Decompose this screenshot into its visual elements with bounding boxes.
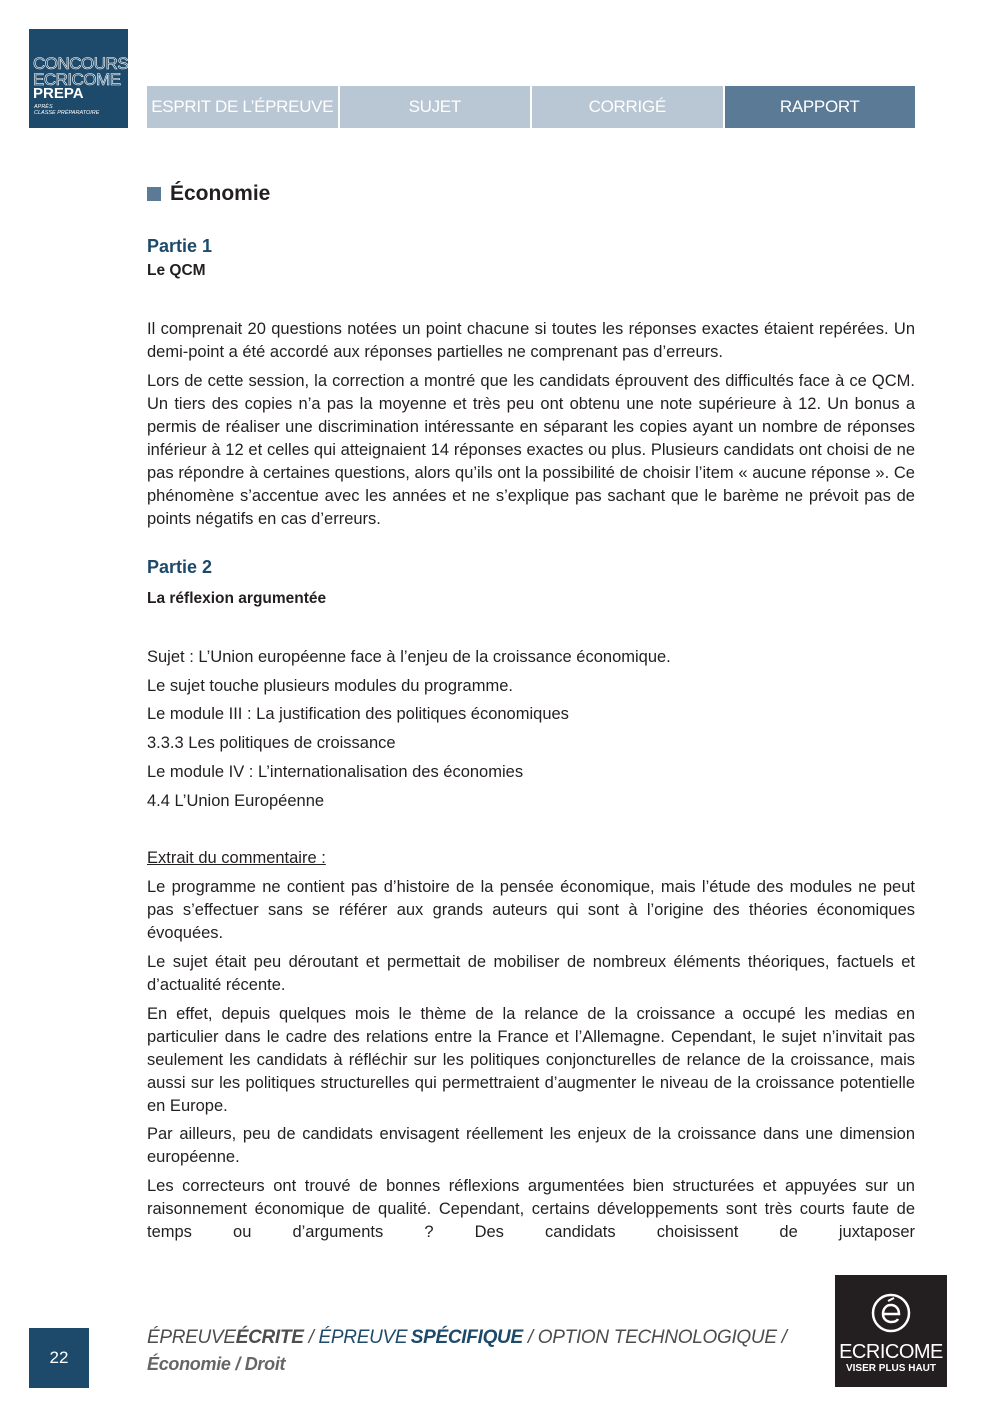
part2-line-44: 4.4 L’Union Européenne bbox=[147, 792, 325, 810]
logo-line-ecricome: ECRICOME bbox=[33, 70, 121, 89]
brand-tagline: VISER PLUS HAUT bbox=[845, 1363, 936, 1374]
square-bullet-icon bbox=[147, 187, 161, 201]
page-number: 22 bbox=[29, 1328, 89, 1388]
extract-label: Extrait du commentaire : bbox=[147, 849, 326, 867]
tab-sujet[interactable]: SUJET bbox=[340, 86, 531, 128]
section-tabs bbox=[147, 86, 915, 128]
part1-paragraph-2: Lors de cette session, la correction a montré que les candidats éprouvent des difficultés face à ce QCM. Un tiers des copies n’a pas la moyenne et très peu ont obtenu une note supérieure à 12. Un bonus a permis de réaliser une discrimination intéressante en séparant les copies ayant un nombre de réponses inférieur à 12 et celles qui atteignaient 14 réponses exactes ou plus. Plusieurs candidats ont choisi de ne pas répondre à certaines questions, alors qu’ils ont la possibilité de choisir l’item « aucune réponse ». Ce phénomène s’accentue avec les années et ne s’explique pas sachant que le barème ne prévoit pas de points négatifs en cas d’erreurs. bbox=[147, 372, 915, 528]
part2-title: Partie 2 bbox=[147, 557, 213, 577]
tab-rapport[interactable]: RAPPORT bbox=[725, 86, 916, 128]
logo-line-apres: APRÈS CLASSE PRÉPARATOIRE bbox=[34, 104, 100, 116]
part1-subtitle: Le QCM bbox=[147, 262, 206, 279]
part2-line-module-iii: Le module III : La justification des politiques économiques bbox=[147, 705, 569, 723]
ecricome-brand-logo bbox=[835, 1275, 947, 1387]
part2-paragraph-2: Le sujet était peu déroutant et permettait de mobiliser de nombreux éléments théoriques, factuels et d’actualité récente. bbox=[147, 953, 915, 994]
part2-line-sujet: Sujet : L’Union européenne face à l’enjeu de la croissance économique. bbox=[147, 648, 671, 666]
part2-line-333: 3.3.3 Les politiques de croissance bbox=[147, 734, 396, 752]
footer-exam-path: ÉPREUVEÉCRITE / ÉPREUVE SPÉCIFIQUE / OPTION TECHNOLOGIQUE / bbox=[147, 1327, 787, 1348]
part2-paragraph-4: Par ailleurs, peu de candidats envisagent réellement les enjeux de la croissance dans une dimension européenne. bbox=[147, 1125, 915, 1166]
part2-line-modules: Le sujet touche plusieurs modules du programme. bbox=[147, 677, 513, 695]
ecricome-e-icon bbox=[870, 1291, 912, 1335]
part2-subtitle: La réflexion argumentée bbox=[147, 590, 327, 607]
part1-title: Partie 1 bbox=[147, 236, 213, 256]
part2-paragraph-3: En effet, depuis quelques mois le thème de la relance de la croissance a occupé les medias en particulier dans le cadre des relations entre la France et l’Allemagne. Cependant, le sujet n’invitait pas seulement les candidats à réfléchir sur les politiques conjoncturelles de relance de la croissance, mais aussi sur les politiques structurelles qui permettraient d’augmenter le niveau de la croissance potentielle en Europe. bbox=[147, 1005, 915, 1115]
section-title bbox=[147, 182, 270, 206]
part2-line-module-iv: Le module IV : L’internationalisation des économies bbox=[147, 763, 524, 781]
tab-esprit[interactable]: ESPRIT DE L’ÉPREUVE bbox=[147, 86, 338, 128]
footer-subject: Économie / Droit bbox=[147, 1354, 286, 1374]
tab-corrige[interactable]: CORRIGÉ bbox=[532, 86, 723, 128]
concours-logo bbox=[29, 29, 128, 128]
section-title-text: Économie bbox=[170, 182, 271, 205]
part1-paragraph-1: Il comprenait 20 questions notées un point chacune si toutes les réponses exactes étaient repérées. Un demi-point a été accordé aux réponses partielles ne comprenant pas d’erreurs. bbox=[147, 320, 915, 361]
brand-name: ECRICOME bbox=[839, 1341, 943, 1363]
logo-line-prepa: PREPA bbox=[33, 85, 84, 102]
logo-line-concours: CONCOURS bbox=[33, 54, 128, 73]
part2-paragraph-5: Les correcteurs ont trouvé de bonnes réflexions argumentées bien structurées et appuyées sur un raisonnement économique de qualité. Cependant, certains développements sont très courts faute de temps ou d’arguments ? Des candidats choisissent de juxtaposer bbox=[147, 1177, 915, 1241]
part2-paragraph-1: Le programme ne contient pas d’histoire de la pensée économique, mais l’étude des modules ne peut pas s’effectuer sans se référer aux grands auteurs qui sont à l’origine des théories économiques évoquées. bbox=[147, 878, 915, 942]
